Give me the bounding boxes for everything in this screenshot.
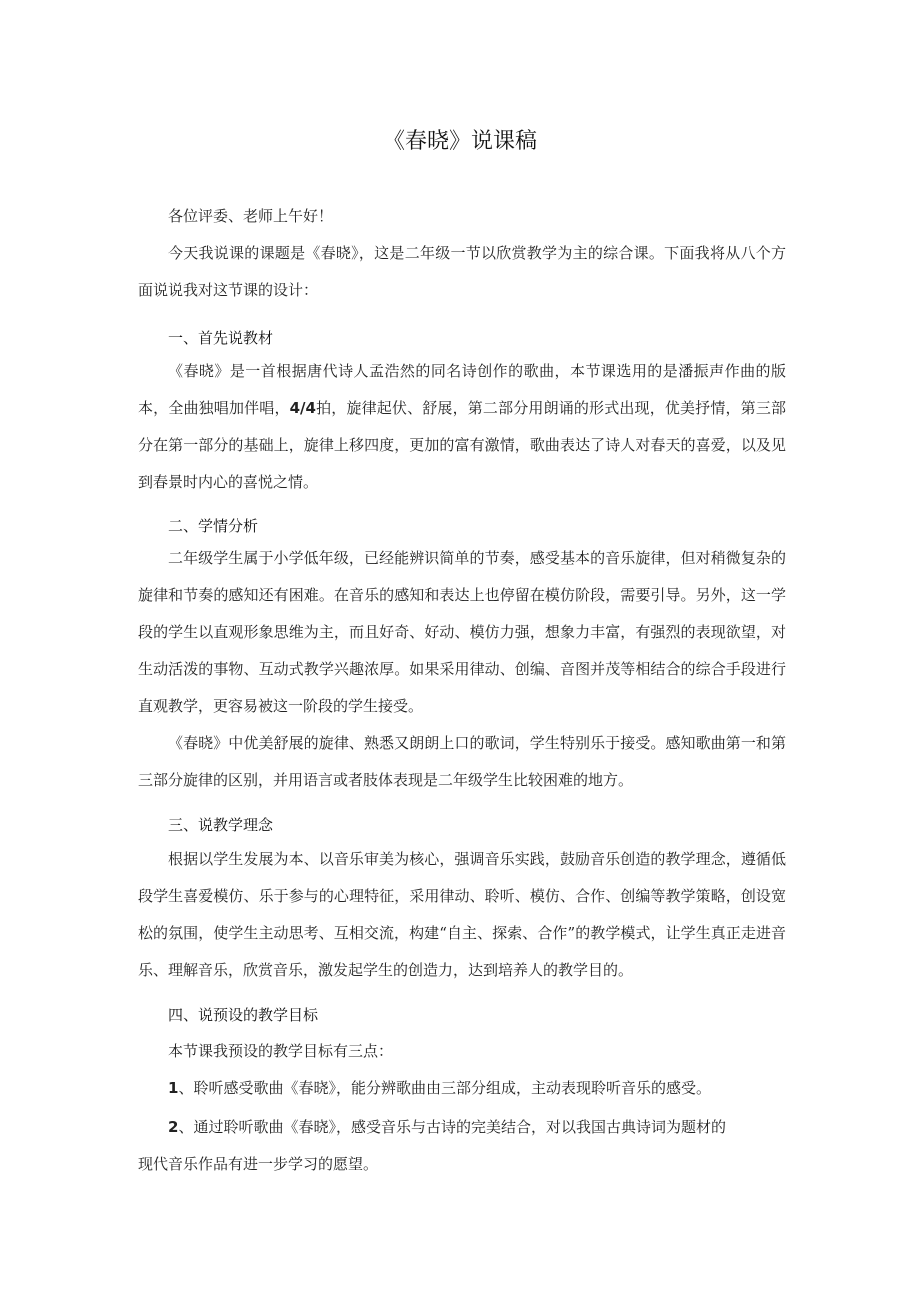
section-1-text-b: 拍，旋律起伏、舒展，第二部分用朗诵的形式出现，优美抒情，第三部分在第一部分的基础上，旋律上移四度，更加的富有激情，歌曲表达了诗人对春天的喜爱，以及见到春景时内心的喜悦之情。	[138, 399, 786, 491]
greeting: 各位评委、老师上午好！	[168, 207, 334, 225]
section-1-paragraph	[138, 353, 786, 501]
section-2-paragraph-1: 二年级学生属于小学低年级，已经能辨识简单的节奏，感受基本的音乐旋律，但对稍微复杂的旋律和节奏的感知还有困难。在音乐的感知和表达上也停留在模仿阶段，需要引导。另外，这一学段的学生以直观形象思维为主，而且好奇、好动、模仿力强，想象力丰富，有强烈的表现欲望，对生动活泼的事物、互动式教学兴趣浓厚。如果采用律动、创编、音图并茂等相结合的综合手段进行直观教学，更容易被这一阶段的学生接受。	[138, 549, 786, 715]
page-title: 《春晓》说课稿	[382, 129, 537, 154]
intro-paragraph: 今天我说课的课题是《春晓》，这是二年级一节以欣赏教学为主的综合课。下面我将从八个方面说说我对这节课的设计：	[138, 244, 786, 299]
goal-2-line-2: 现代音乐作品有进一步学习的愿望。	[138, 1155, 379, 1173]
goal-1-number: 1	[168, 1079, 179, 1097]
meter-value: 4/4	[289, 399, 316, 417]
section-3-paragraph: 根据以学生发展为本、以音乐审美为核心，强调音乐实践，鼓励音乐创造的教学理念，遵循低段学生喜爱模仿、乐于参与的心理特征，采用律动、聆听、模仿、合作、创编等教学策略，创设宽松的氛围，使学生主动思考、互相交流，构建“自主、探索、合作”的教学模式，让学生真正走进音乐、理解音乐，欣赏音乐，激发起学生的创造力，达到培养人的教学目的。	[138, 850, 786, 979]
section-1-text-a: 《春晓》是一首根据唐代诗人孟浩然的同名诗创作的歌曲，本节课选用的是潘振声作曲的版本，全曲独唱加伴唱，	[138, 362, 786, 417]
section-4-intro: 本节课我预设的教学目标有三点：	[168, 1042, 394, 1060]
section-4-heading: 四、说预设的教学目标	[168, 1006, 319, 1024]
section-1-heading: 一、首先说教材	[168, 329, 274, 347]
section-2-paragraph-2: 《春晓》中优美舒展的旋律、熟悉又朗朗上口的歌词，学生特别乐于接受。感知歌曲第一和第三部分旋律的区别，并用语言或者肢体表现是二年级学生比较困难的地方。	[138, 734, 786, 789]
section-2-heading: 二、学情分析	[168, 517, 259, 535]
goal-2-number: 2	[168, 1118, 179, 1136]
goal-1	[168, 1070, 788, 1107]
goal-1-text: 、聆听感受歌曲《春晓》，能分辨歌曲由三部分组成，主动表现聆听音乐的感受。	[178, 1079, 711, 1097]
section-3-heading: 三、说教学理念	[168, 816, 274, 834]
goal-2-text-line-1: 、通过聆听歌曲《春晓》，感受音乐与古诗的完美结合，对以我国古典诗词为题材的	[178, 1118, 726, 1136]
goal-2-line-1	[168, 1109, 788, 1146]
